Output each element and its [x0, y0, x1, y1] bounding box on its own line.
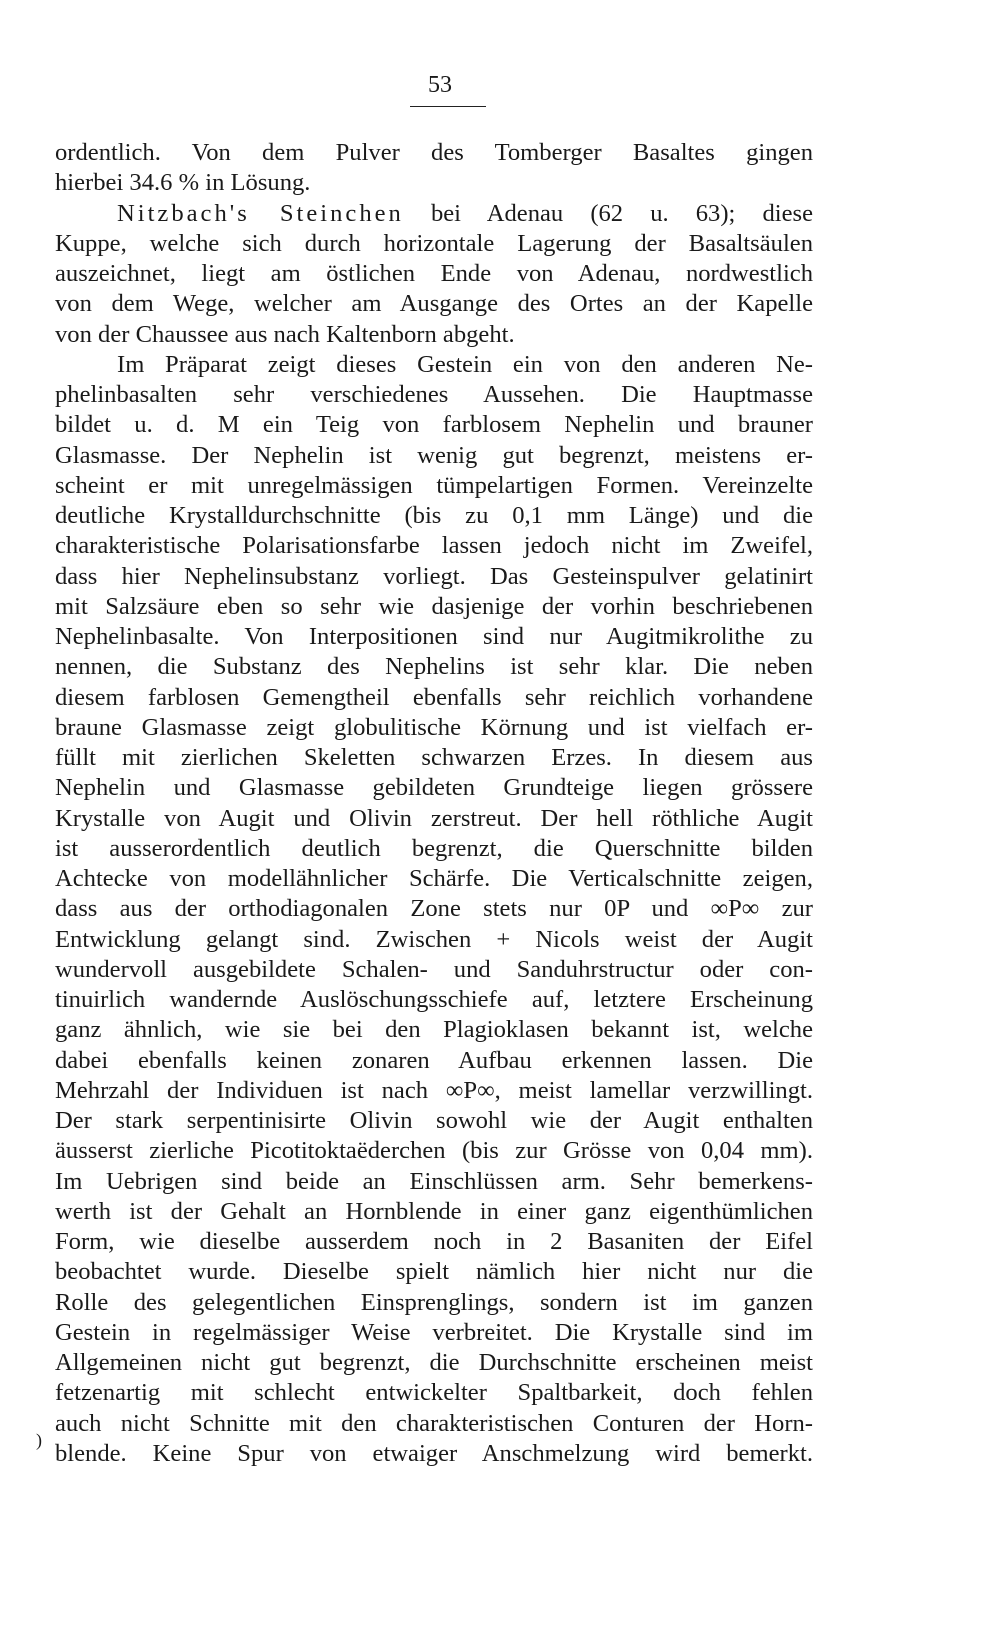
text-line: [55, 683, 813, 713]
line-text: beobachtet wurde. Dieselbe spielt nämlich hier nicht nur die: [55, 1258, 813, 1286]
text-line: [55, 320, 813, 350]
text-line: [55, 1378, 813, 1408]
line-text: dabei ebenfalls keinen zonaren Aufbau erkennen lassen. Die: [55, 1046, 813, 1074]
text-line: [55, 955, 813, 985]
text-line: [55, 531, 813, 561]
text-line: [55, 380, 813, 410]
line-text: nennen, die Substanz des Nephelins ist sehr klar. Die neben: [55, 653, 813, 681]
text-line: [55, 1106, 813, 1136]
text-line: [55, 1197, 813, 1227]
line-text: auszeichnet, liegt am östlichen Ende von Adenau, nordwestlich: [55, 260, 813, 287]
text-line: [55, 592, 813, 622]
line-text: Kuppe, welche sich durch horizontale Lagerung der Basaltsäulen: [55, 229, 813, 257]
text-line: [55, 501, 813, 531]
line-text: Rolle des gelegentlichen Einsprenglings, sondern ist im ganzen: [55, 1288, 813, 1316]
line-text: deutliche Krystalldurchschnitte (bis zu 0,1 mm Länge) und die: [55, 502, 813, 529]
line-text: von dem Wege, welcher am Ausgange des Ortes an der Kapelle: [55, 290, 813, 318]
text-line: [55, 229, 813, 259]
line-text: Im Uebrigen sind beide an Einschlüssen arm. Sehr bemerkens-: [55, 1167, 813, 1195]
text-line: [55, 713, 813, 743]
text-line: [55, 1076, 813, 1106]
text-line: [55, 1439, 813, 1469]
text-line: [55, 471, 813, 501]
text-line: [55, 168, 813, 198]
text-line: [55, 259, 813, 289]
line-text: werth ist der Gehalt an Hornblende in einer ganz eigenthümlichen: [55, 1197, 813, 1225]
line-text: bei Adenau (62 u. 63); diese: [403, 199, 813, 227]
line-text: fetzenartig mit schlecht entwickelter Spaltbarkeit, doch fehlen: [55, 1379, 813, 1407]
line-text: ist ausserordentlich deutlich begrenzt, die Querschnitte bilden: [55, 834, 813, 862]
text-line: [55, 1409, 813, 1439]
text-line: [55, 1348, 813, 1378]
text-line: [55, 1288, 813, 1318]
line-text: bildet u. d. M ein Teig von farblosem Nephelin und brauner: [55, 411, 813, 439]
line-text: phelinbasalten sehr verschiedenes Aussehen. Die Hauptmasse: [55, 381, 813, 408]
text-line: [55, 1227, 813, 1257]
text-line: [55, 773, 813, 803]
line-text: auch nicht Schnitte mit den charakteristischen Conturen der Horn-: [55, 1409, 813, 1437]
text-line: [55, 350, 813, 380]
text-line: [55, 562, 813, 592]
text-line: [55, 1257, 813, 1287]
line-text: charakteristische Polarisationsfarbe lassen jedoch nicht im Zweifel,: [55, 532, 813, 560]
line-text: ganz ähnlich, wie sie bei den Plagioklasen bekannt ist, welche: [55, 1016, 813, 1044]
text-line: [55, 743, 813, 773]
line-text: braune Glasmasse zeigt globulitische Körnung und ist vielfach er-: [55, 713, 813, 741]
line-text: äusserst zierliche Picotitoktaëderchen (bis zur Grösse von 0,04 mm).: [55, 1137, 813, 1165]
line-text: dass hier Nephelinsubstanz vorliegt. Das Gesteinspulver gelatinirt: [55, 562, 813, 590]
line-text: wundervoll ausgebildete Schalen- und Sanduhrstructur oder con-: [55, 955, 813, 983]
text-line: [55, 864, 813, 894]
line-text: Entwicklung gelangt sind. Zwischen + Nicols weist der Augit: [55, 925, 813, 953]
text-line: [55, 1136, 813, 1166]
body-text: [55, 138, 813, 1469]
line-text: Der stark serpentinisirte Olivin sowohl wie der Augit enthalten: [55, 1107, 813, 1134]
text-line: [55, 894, 813, 924]
line-text: tinuirlich wandernde Auslöschungsschiefe auf, letztere Erscheinung: [55, 986, 813, 1013]
line-text: Krystalle von Augit und Olivin zerstreut. Der hell röthliche Augit: [55, 804, 813, 832]
page-number: 53: [428, 72, 452, 98]
text-line: [55, 834, 813, 864]
line-text: füllt mit zierlichen Skeletten schwarzen Erzes. In diesem aus: [55, 744, 813, 771]
line-text: Achtecke von modellähnlicher Schärfe. Die Verticalschnitte zeigen,: [55, 865, 813, 892]
text-line: [55, 1318, 813, 1348]
text-line: [55, 925, 813, 955]
line-text: dass aus der orthodiagonalen Zone stets nur 0P und ∞P∞ zur: [55, 895, 813, 923]
line-text: hierbei 34.6 % in Lösung.: [55, 169, 311, 197]
text-line: [55, 985, 813, 1015]
spaced-heading: Nitzbach's Steinchen: [117, 199, 404, 227]
line-text: Nephelin und Glasmasse gebildeten Grundteige liegen grössere: [55, 774, 813, 802]
text-line: [55, 1167, 813, 1197]
line-text: ordentlich. Von dem Pulver des Tomberger Basaltes gingen: [55, 139, 813, 166]
text-line: [55, 199, 813, 229]
line-text: von der Chaussee aus nach Kaltenborn abgeht.: [55, 320, 515, 348]
line-text: diesem farblosen Gemengtheil ebenfalls sehr reichlich vorhandene: [55, 683, 813, 711]
margin-mark: ): [36, 1430, 42, 1450]
text-line: [55, 138, 813, 168]
text-line: [55, 289, 813, 319]
text-line: [55, 622, 813, 652]
header-rule: [410, 106, 486, 107]
text-line: [55, 804, 813, 834]
text-line: [55, 441, 813, 471]
line-text: Gestein in regelmässiger Weise verbreitet. Die Krystalle sind im: [55, 1318, 813, 1346]
line-text: Mehrzahl der Individuen ist nach ∞P∞, meist lamellar verzwillingt.: [55, 1076, 813, 1104]
text-line: [55, 410, 813, 440]
line-text: Allgemeinen nicht gut begrenzt, die Durchschnitte erscheinen meist: [55, 1349, 813, 1376]
text-line: [55, 652, 813, 682]
line-text: mit Salzsäure eben so sehr wie dasjenige der vorhin beschriebenen: [55, 592, 813, 620]
line-text: Form, wie dieselbe ausserdem noch in 2 Basaniten der Eifel: [55, 1228, 813, 1255]
line-text: Nephelinbasalte. Von Interpositionen sind nur Augitmikrolithe zu: [55, 623, 813, 650]
text-line: [55, 1046, 813, 1076]
text-line: [55, 1015, 813, 1045]
line-text: scheint er mit unregelmässigen tümpelartigen Formen. Vereinzelte: [55, 471, 813, 499]
line-text: Glasmasse. Der Nephelin ist wenig gut begrenzt, meistens er-: [55, 441, 813, 469]
line-text: Im Präparat zeigt dieses Gestein ein von den anderen Ne-: [117, 350, 813, 378]
line-text: blende. Keine Spur von etwaiger Anschmelzung wird bemerkt.: [55, 1439, 813, 1467]
